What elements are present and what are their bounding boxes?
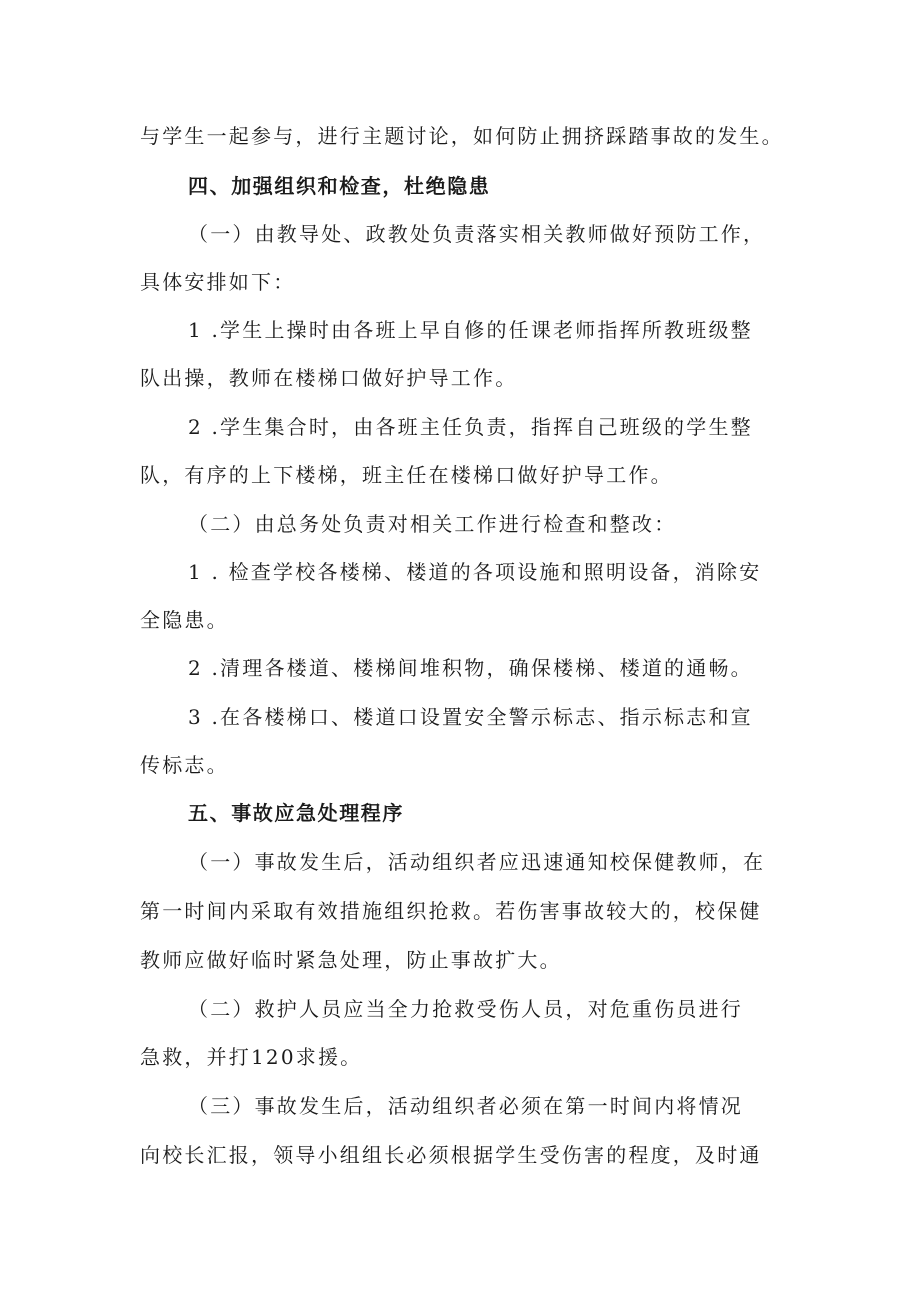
body-line: 教师应做好临时紧急处理，防止事故扩大。 xyxy=(140,948,562,972)
body-line: 急救，并打120求援。 xyxy=(140,1045,363,1069)
body-line: 传标志。 xyxy=(140,753,229,777)
body-line: 队出操，教师在楼梯口做好护导工作。 xyxy=(140,366,518,390)
body-line: （一）事故发生后，活动组织者应迅速通知校保健教师，在 xyxy=(188,850,766,874)
section-heading-4: 四、加强组织和检查，杜绝隐患 xyxy=(188,174,491,198)
body-line: （二）由总务处负责对相关工作进行检查和整改： xyxy=(188,512,677,536)
body-line: 向校长汇报，领导小组组长必须根据学生受伤害的程度，及时通 xyxy=(140,1143,762,1167)
list-item-line: 1 . 检查学校各楼梯、楼道的各项设施和照明设备，消除安 xyxy=(188,560,762,584)
body-line: （三）事故发生后，活动组织者必须在第一时间内将情况 xyxy=(188,1094,743,1118)
body-line: 与学生一起参与，进行主题讨论，如何防止拥挤踩踏事故的发生。 xyxy=(140,124,784,148)
body-line: 具体安排如下： xyxy=(140,270,296,294)
body-line: 队，有序的上下楼梯，班主任在楼梯口做好护导工作。 xyxy=(140,463,673,487)
body-line: （一）由教导处、政教处负责落实相关教师做好预防工作， xyxy=(188,222,766,246)
list-item-line: 2 .清理各楼道、楼梯间堆积物，确保楼梯、楼道的通畅。 xyxy=(188,656,753,680)
section-heading-5: 五、事故应急处理程序 xyxy=(188,801,404,825)
list-item-line: 1 .学生上操时由各班上早自修的任课老师指挥所教班级整 xyxy=(188,318,753,342)
body-line: 全隐患。 xyxy=(140,608,229,632)
body-line: 第一时间内采取有效措施组织抢救。若伤害事故较大的，校保健 xyxy=(140,899,762,923)
list-item-line: 2 .学生集合时，由各班主任负责，指挥自己班级的学生整 xyxy=(188,415,753,439)
list-item-line: 3 .在各楼梯口、楼道口设置安全警示标志、指示标志和宣 xyxy=(188,705,753,729)
body-line: （二）救护人员应当全力抢救受伤人员，对危重伤员进行 xyxy=(188,997,743,1021)
